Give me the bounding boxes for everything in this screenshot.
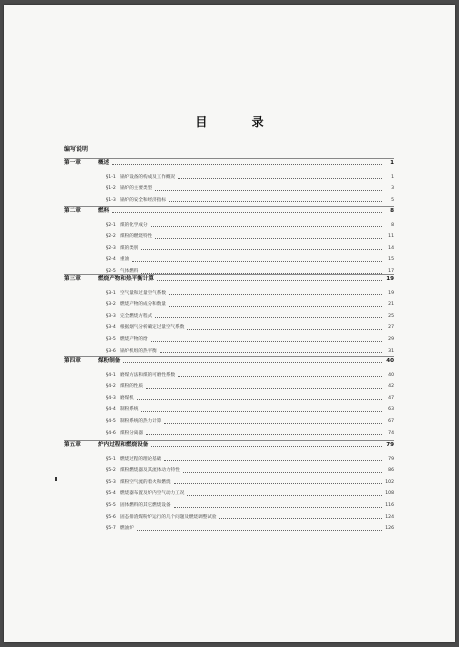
dot-leader [155,238,382,239]
toc-title: 固态排渣煤粉炉运行的几个问题及燃烧调整试验 [120,514,217,520]
dot-leader [141,411,382,412]
dot-leader [112,164,382,165]
toc-section [64,419,394,425]
toc-page-number: 47 [388,395,394,401]
toc-title: 锅炉设备的构成及工作概况 [120,174,176,180]
toc-section [64,526,394,532]
toc-title: 燃油炉 [120,526,134,532]
toc-title: 制粉系统 [120,407,139,413]
toc-page-number: 27 [388,325,394,331]
dot-leader [141,249,382,250]
scan-mark [55,477,57,481]
toc-page-number: 126 [385,526,394,532]
toc-section [64,234,394,240]
toc-page-number: 1 [390,160,394,166]
toc-page-number: 40 [386,358,394,364]
dot-leader [183,472,382,473]
toc-section [64,431,394,437]
toc-page-number: 86 [388,468,394,474]
toc-section [64,325,394,331]
toc-page-number: 42 [388,384,394,390]
toc-number: §5-1 [106,456,116,462]
dot-leader [174,507,382,508]
toc-title: 煤粉制备 [98,358,121,364]
toc-number: §3-6 [106,348,116,354]
toc-title: 煤粉的燃烧特性 [120,234,153,240]
toc-title: 锅炉的安全和经济指标 [120,197,166,203]
page-title: 目 录 [195,115,264,129]
chapter-rule [64,274,394,275]
toc-title: 气体燃料 [120,269,139,274]
toc-section [64,198,394,204]
toc-section [64,223,394,229]
toc-number: §4-4 [106,407,116,413]
dot-leader [146,434,382,435]
toc-number: §1-2 [106,186,116,192]
toc-title: 燃烧过程的理论基础 [120,456,162,462]
toc-section [64,257,394,263]
toc-chapter [64,276,394,282]
dot-leader [169,294,382,295]
toc-number: 第一章 [64,160,81,166]
toc-section [64,491,394,497]
toc-title: 煤粉空气流的着火和燃烧 [120,479,171,485]
toc-page-number: 19 [386,276,394,282]
dot-leader [151,226,382,227]
toc-number: §4-6 [106,430,116,436]
toc-page-number: 29 [388,337,394,342]
dot-leader [151,446,382,447]
toc-number: 第五章 [64,442,81,448]
toc-number: §4-5 [106,419,116,424]
toc-section [64,291,394,297]
toc-section [64,396,394,402]
toc-page-number: 124 [385,514,394,520]
dot-leader [178,376,382,377]
toc-title: 固体燃料的其它燃烧设备 [120,503,171,508]
toc-number: §4-3 [106,395,116,401]
toc-page-number: 1 [391,174,394,180]
preface-heading: 编写说明 [64,146,89,153]
dot-leader [164,423,382,424]
toc-page-number: 74 [388,430,394,436]
toc-number: §5-7 [106,526,116,532]
toc-page-number: 108 [385,491,394,497]
toc-page-number: 63 [388,407,394,413]
toc-section [64,468,394,474]
toc-title: 概述 [98,160,110,166]
toc-section [64,515,394,521]
toc-page-number: 21 [388,302,394,308]
toc-section [64,186,394,192]
toc-number: §5-2 [106,468,116,474]
dot-leader [219,518,382,519]
dot-leader [174,483,382,484]
toc-page-number: 40 [388,372,394,378]
toc-title: 完全燃烧方程式 [120,313,153,319]
dot-leader [132,261,382,262]
toc-number: §2-3 [106,245,116,251]
toc-title: 煤的化学成分 [120,222,148,228]
toc-section [64,407,394,413]
toc-page-number: 3 [391,186,394,192]
dot-leader [137,530,382,531]
toc-section [64,314,394,320]
toc-page-number: 8 [391,222,394,228]
toc-title: 煤粉燃烧器及其流体动力特性 [120,468,180,474]
toc-title: 磨煤方法和煤的可磨性系数 [120,372,176,378]
toc-title: 燃烧产物和热平衡计算 [98,276,154,282]
toc-chapter [64,442,394,448]
dot-leader [187,495,382,496]
toc-number: 第二章 [64,208,81,214]
toc-section [64,480,394,486]
toc-chapter [64,358,394,364]
toc-title: 锅炉的主要类型 [120,186,153,192]
dot-leader [160,352,382,353]
document-page [4,5,455,642]
toc-page-number: 79 [386,442,394,448]
toc-page-number: 11 [388,234,394,240]
dot-leader [178,178,382,179]
toc-chapter [64,160,394,166]
toc-number: §1-1 [106,174,116,180]
dot-leader [112,212,382,213]
toc-title: 根据烟气分析确定过量空气系数 [120,325,185,331]
toc-page-number: 19 [388,290,394,296]
toc-section [64,175,394,181]
toc-number: §5-5 [106,503,116,508]
toc-number: 第四章 [64,358,81,364]
chapter-rule [64,206,394,207]
toc-section [64,457,394,463]
toc-number: §5-6 [106,514,116,520]
toc-number: §1-3 [106,197,116,203]
toc-number: §3-1 [106,290,116,296]
toc-title: 空气量和过量空气系数 [120,290,166,296]
toc-page-number: 15 [388,257,394,263]
toc-page-number: 116 [385,503,394,508]
chapter-rule [64,356,394,357]
toc-title: 燃料 [98,208,110,214]
toc-number: §4-1 [106,372,116,378]
toc-title: 制粉系统的热力计算 [120,419,162,424]
toc-page-number: 79 [388,456,394,462]
toc-title: 重油 [120,257,130,263]
toc-title: 燃烧器布置及炉内空气动力工况 [120,491,185,497]
toc-page-number: 67 [388,419,394,424]
dot-leader [155,317,382,318]
toc-section [64,246,394,252]
dot-leader [169,306,382,307]
toc-number: §5-4 [106,491,116,497]
dot-leader [151,341,382,342]
toc-title: 燃烧产物的焓 [120,337,148,342]
toc-title: 煤的类别 [120,245,139,251]
dot-leader [157,280,382,281]
toc-section [64,373,394,379]
toc-number: §3-2 [106,302,116,308]
dot-leader [137,399,382,400]
toc-section [64,337,394,343]
dot-leader [169,201,382,202]
toc-number: §4-2 [106,384,116,390]
toc-page-number: 17 [388,269,394,274]
toc-number: §5-3 [106,479,116,485]
toc-title: 炉内过程和燃烧设备 [98,442,149,448]
dot-leader [123,362,382,363]
dot-leader [164,460,382,461]
toc-page-number: 102 [385,479,394,485]
toc-title: 煤粉分离器 [120,430,143,436]
toc-chapter [64,208,394,214]
toc-title: 磨煤机 [120,395,134,401]
toc-section [64,302,394,308]
toc-number: §3-4 [106,325,116,331]
dot-leader [146,388,382,389]
toc-title: 燃烧产物的成分和数量 [120,302,166,308]
toc-section [64,384,394,390]
toc-page-number: 14 [388,245,394,251]
toc-page-number: 25 [388,313,394,319]
toc-number: §2-1 [106,222,116,228]
toc-number: §3-3 [106,313,116,319]
toc-section [64,503,394,509]
toc-number: §3-5 [106,337,116,342]
toc-number: 第三章 [64,276,81,282]
toc-number: §2-2 [106,234,116,240]
toc-title: 煤粉的性质 [120,384,143,390]
dot-leader [187,329,382,330]
chapter-rule [64,440,394,441]
toc-page-number: 31 [388,348,394,354]
toc-page-number: 8 [390,208,394,214]
toc-title: 锅炉机组的热平衡 [120,348,157,354]
toc-number: §2-5 [106,269,116,274]
chapter-rule [64,158,394,159]
toc-page-number: 5 [391,197,394,203]
dot-leader [155,190,382,191]
toc-section [64,349,394,355]
toc-number: §2-4 [106,257,116,263]
